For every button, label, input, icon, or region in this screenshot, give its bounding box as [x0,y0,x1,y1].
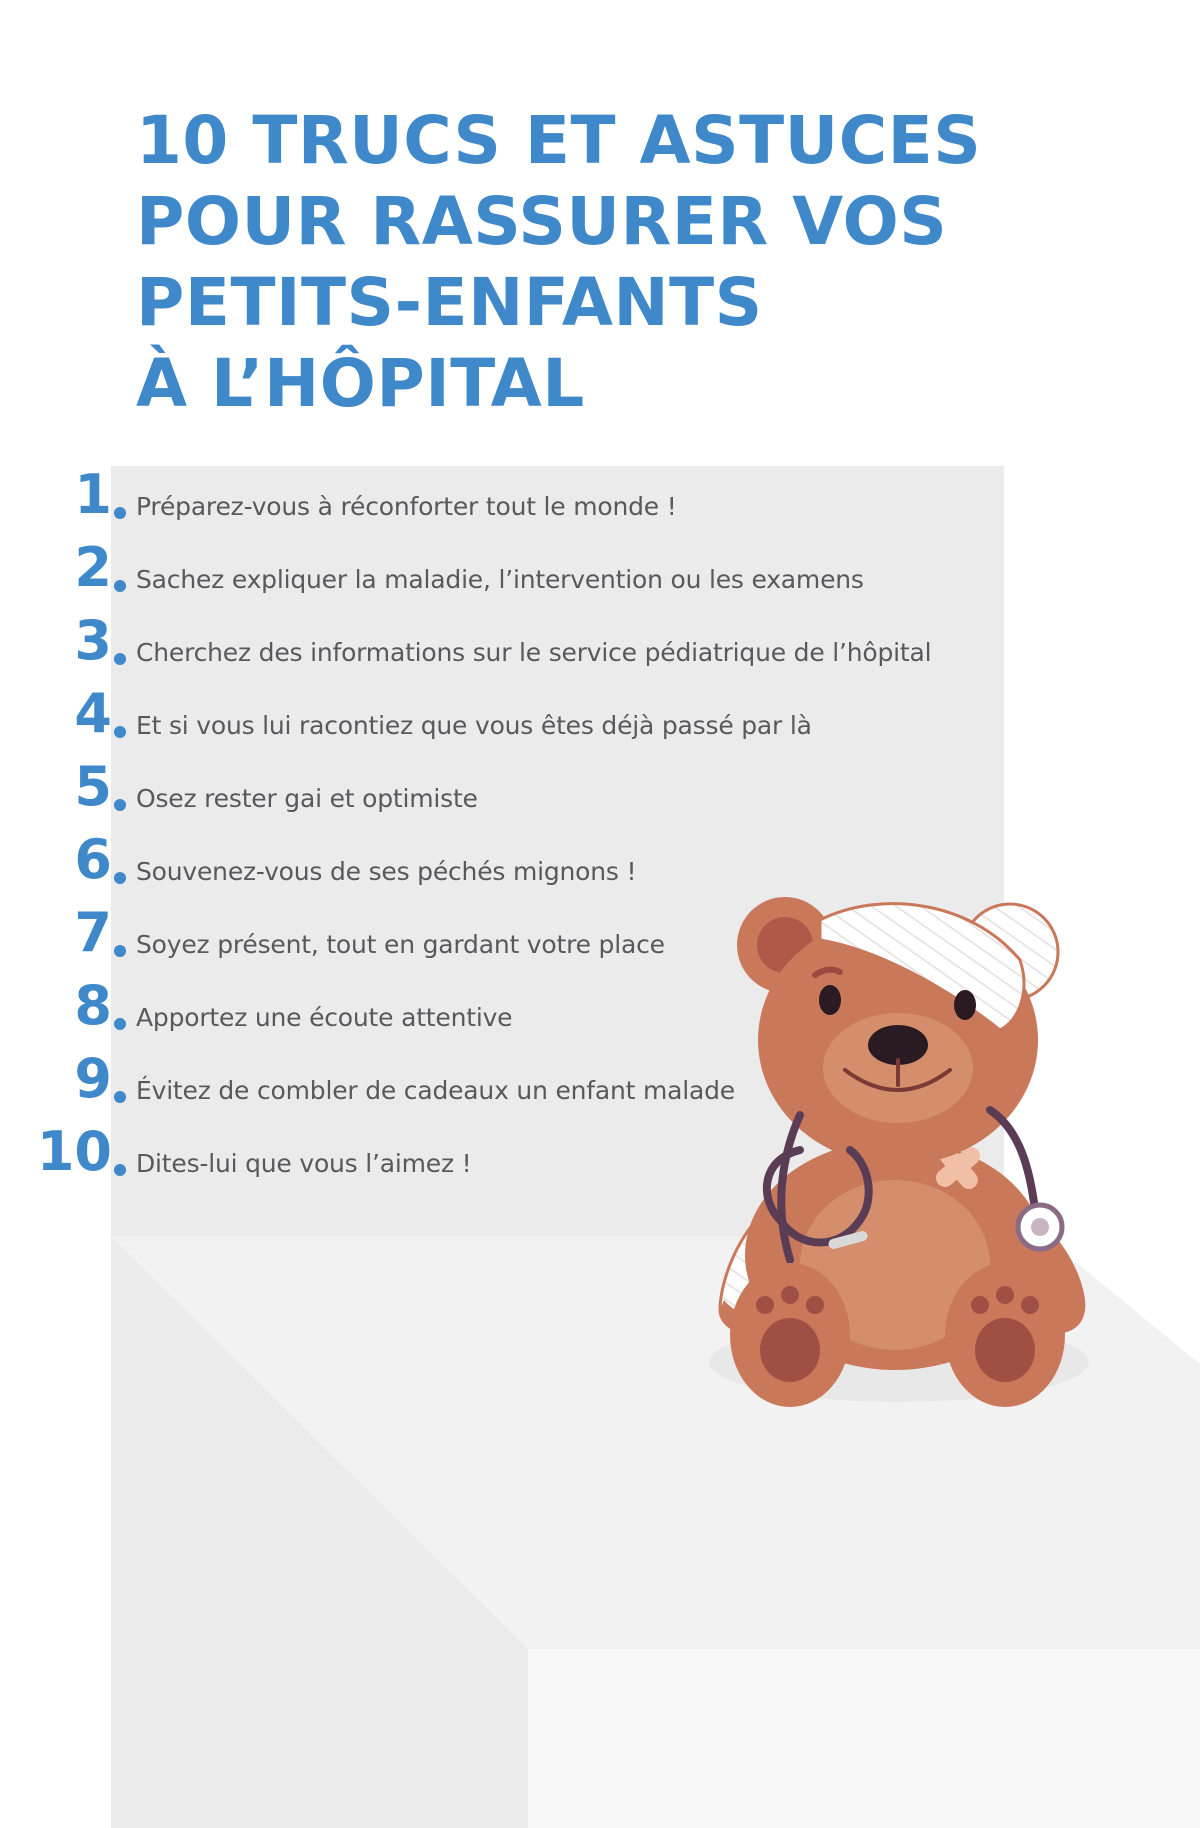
tip-text: Osez rester gai et optimiste [136,784,478,813]
tip-text: Sachez expliquer la maladie, l’intervention ou les examens [136,565,864,594]
tip-text: Préparez-vous à réconforter tout le monde ! [136,492,677,521]
title-line: 10 TRUCS ET ASTUCES [136,102,982,179]
title-line: POUR RASSURER VOS [136,183,948,260]
tip-number: 4 [74,682,112,745]
bullet-dot-icon [114,653,126,665]
tip-text: Cherchez des informations sur le service pédiatrique de l’hôpital [136,638,932,667]
tip-number: 3 [74,609,112,672]
tip-text: Dites-lui que vous l’aimez ! [136,1149,472,1178]
title-line: PETITS-ENFANTS [136,264,763,341]
tip-number: 7 [74,901,112,964]
tip-number: 9 [74,1047,112,1110]
bullet-dot-icon [114,1091,126,1103]
bullet-dot-icon [114,872,126,884]
bear-eye-left [819,985,841,1015]
tip-item [0,609,1000,680]
table-side-face [528,1649,1200,1828]
tip-item [0,755,1000,826]
bullet-dot-icon [114,1164,126,1176]
tip-item [0,463,1000,534]
tip-text: Et si vous lui racontiez que vous êtes déjà passé par là [136,711,812,740]
tip-number: 6 [74,828,112,891]
bullet-dot-icon [114,507,126,519]
title-line: À L’HÔPITAL [136,345,585,422]
tip-number: 8 [74,974,112,1037]
tip-text: Souvenez-vous de ses péchés mignons ! [136,857,637,886]
tip-item [0,536,1000,607]
tip-text: Soyez présent, tout en gardant votre place [136,930,665,959]
tip-number: 10 [36,1120,112,1183]
bullet-dot-icon [114,945,126,957]
teddy-bear-illustration [700,880,1100,1420]
bullet-dot-icon [114,580,126,592]
tip-text: Évitez de combler de cadeaux un enfant malade [136,1076,735,1105]
tip-text: Apportez une écoute attentive [136,1003,513,1032]
bullet-dot-icon [114,726,126,738]
tip-number: 2 [74,536,112,599]
bear-eye-right [954,990,976,1020]
bullet-dot-icon [114,1018,126,1030]
tip-item [0,682,1000,753]
tip-number: 5 [74,755,112,818]
page-title [136,100,981,424]
tip-number: 1 [74,463,112,526]
bullet-dot-icon [114,799,126,811]
